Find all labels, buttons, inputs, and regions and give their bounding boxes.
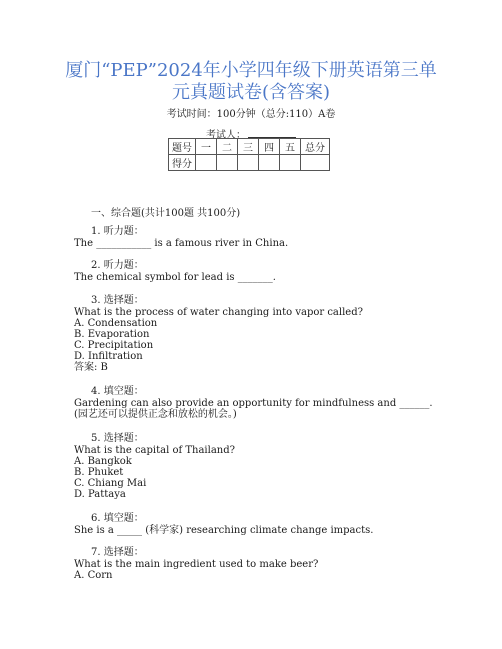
question-line: The ___________ is a famous river in China. xyxy=(74,238,289,249)
question-option: B. Evaporation xyxy=(74,329,150,340)
question-heading: 4. 填空题： xyxy=(91,386,144,397)
score-cell-empty xyxy=(280,155,301,171)
question-heading: 1. 听力题： xyxy=(91,226,144,237)
question-option: D. Pattaya xyxy=(74,489,126,500)
score-cell: 题号 xyxy=(169,139,196,155)
question-block xyxy=(74,433,235,500)
section-title: 一、综合题(共计100题 共100分) xyxy=(91,208,241,219)
score-cell-empty xyxy=(238,155,259,171)
question-line: What is the process of water changing into vapor called? xyxy=(74,307,363,318)
question-heading: 5. 选择题： xyxy=(91,433,144,444)
question-heading: 7. 选择题： xyxy=(91,547,144,558)
score-cell-empty xyxy=(217,155,238,171)
score-cell: 一 xyxy=(196,139,217,155)
question-option: A. Condensation xyxy=(74,318,158,329)
score-cell: 五 xyxy=(280,139,301,155)
question-option: A. Corn xyxy=(74,570,113,581)
question-heading: 3. 选择题： xyxy=(91,295,144,306)
question-block xyxy=(74,513,373,536)
exam-meta: 考试时间：100分钟（总分:110）A卷 xyxy=(166,109,336,120)
score-cell: 二 xyxy=(217,139,238,155)
exam-title-line1: 厦门“PEP”2024年小学四年级下册英语第三单 xyxy=(65,60,437,81)
score-cell-empty xyxy=(259,155,280,171)
question-option: C. Precipitation xyxy=(74,340,154,351)
question-block xyxy=(74,295,363,373)
question-block xyxy=(74,547,318,581)
question-option: A. Bangkok xyxy=(74,456,132,467)
score-cell: 三 xyxy=(238,139,259,155)
question-line: Gardening can also provide an opportunity for mindfulness and ______. xyxy=(74,398,433,409)
score-cell: 四 xyxy=(259,139,280,155)
score-cell-empty xyxy=(301,155,330,171)
score-table xyxy=(168,138,330,171)
question-line: What is the capital of Thailand? xyxy=(74,445,235,456)
question-option: D. Infiltration xyxy=(74,351,143,362)
question-line: What is the main ingredient used to make beer? xyxy=(74,559,319,570)
question-block xyxy=(74,226,288,249)
question-block xyxy=(74,386,433,420)
score-table-header-row xyxy=(169,139,330,155)
score-cell-empty xyxy=(196,155,217,171)
score-table-score-row xyxy=(169,155,330,171)
question-answer: 答案: B xyxy=(74,362,108,373)
question-line: The chemical symbol for lead is _______. xyxy=(74,272,276,283)
question-heading: 2. 听力题： xyxy=(91,260,144,271)
question-line: She is a _____ (科学家) researching climate change impacts. xyxy=(74,525,374,536)
question-heading: 6. 填空题： xyxy=(91,513,144,524)
exam-title-line2: 元真题试卷(含答案) xyxy=(171,82,331,103)
question-option: B. Phuket xyxy=(74,467,124,478)
examiner-label: 考试人： xyxy=(206,130,246,141)
examiner-blank xyxy=(248,127,296,138)
question-line: (园艺还可以提供正念和放松的机会。) xyxy=(74,409,237,420)
question-block xyxy=(74,260,276,283)
question-option: C. Chiang Mai xyxy=(74,478,147,489)
score-cell: 总分 xyxy=(301,139,330,155)
score-cell: 得分 xyxy=(169,155,196,171)
